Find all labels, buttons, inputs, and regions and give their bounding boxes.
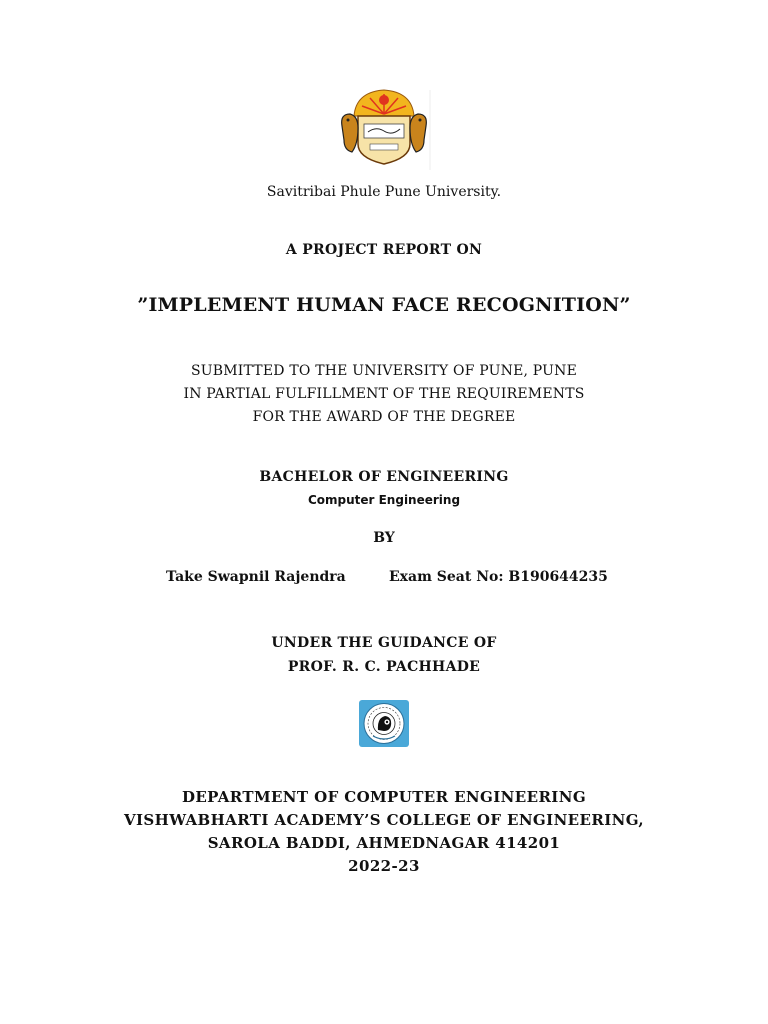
project-title: ”IMPLEMENT HUMAN FACE RECOGNITION” xyxy=(137,294,631,316)
left-lion xyxy=(342,114,358,152)
shield xyxy=(358,116,410,164)
university-name: Savitribai Phule Pune University. xyxy=(266,184,502,200)
exam-seat-number: Exam Seat No: B190644235 xyxy=(389,569,608,585)
department-name: DEPARTMENT OF COMPUTER ENGINEERING xyxy=(181,788,587,806)
degree-name: BACHELOR OF ENGINEERING xyxy=(259,469,509,485)
college-name: VISHWABHARTI ACADEMY’S COLLEGE OF ENGINEERING, xyxy=(123,811,645,829)
submission-line-3: FOR THE AWARD OF THE DEGREE xyxy=(252,409,516,425)
guide-name: PROF. R. C. PACHHADE xyxy=(287,659,481,675)
branch-name: Computer Engineering xyxy=(307,493,461,507)
university-logo xyxy=(336,86,432,170)
submission-line-1: SUBMITTED TO THE UNIVERSITY OF PUNE, PUNE xyxy=(190,363,578,379)
right-lion xyxy=(410,114,426,152)
college-logo xyxy=(359,700,409,747)
submission-line-2: IN PARTIAL FULFILLMENT OF THE REQUIREMENTS xyxy=(183,386,585,402)
by-label: BY xyxy=(373,530,395,546)
guidance-label: UNDER THE GUIDANCE OF xyxy=(271,635,497,651)
guidance-block xyxy=(0,631,768,679)
student-name: Take Swapnil Rajendra xyxy=(166,569,346,585)
report-heading: A PROJECT REPORT ON xyxy=(285,242,483,258)
academic-year: 2022-23 xyxy=(348,857,420,875)
institution-block xyxy=(0,786,768,878)
sun xyxy=(379,95,389,105)
submission-statement xyxy=(0,360,768,429)
college-address: SAROLA BADDI, AHMEDNAGAR 414201 xyxy=(207,834,561,852)
